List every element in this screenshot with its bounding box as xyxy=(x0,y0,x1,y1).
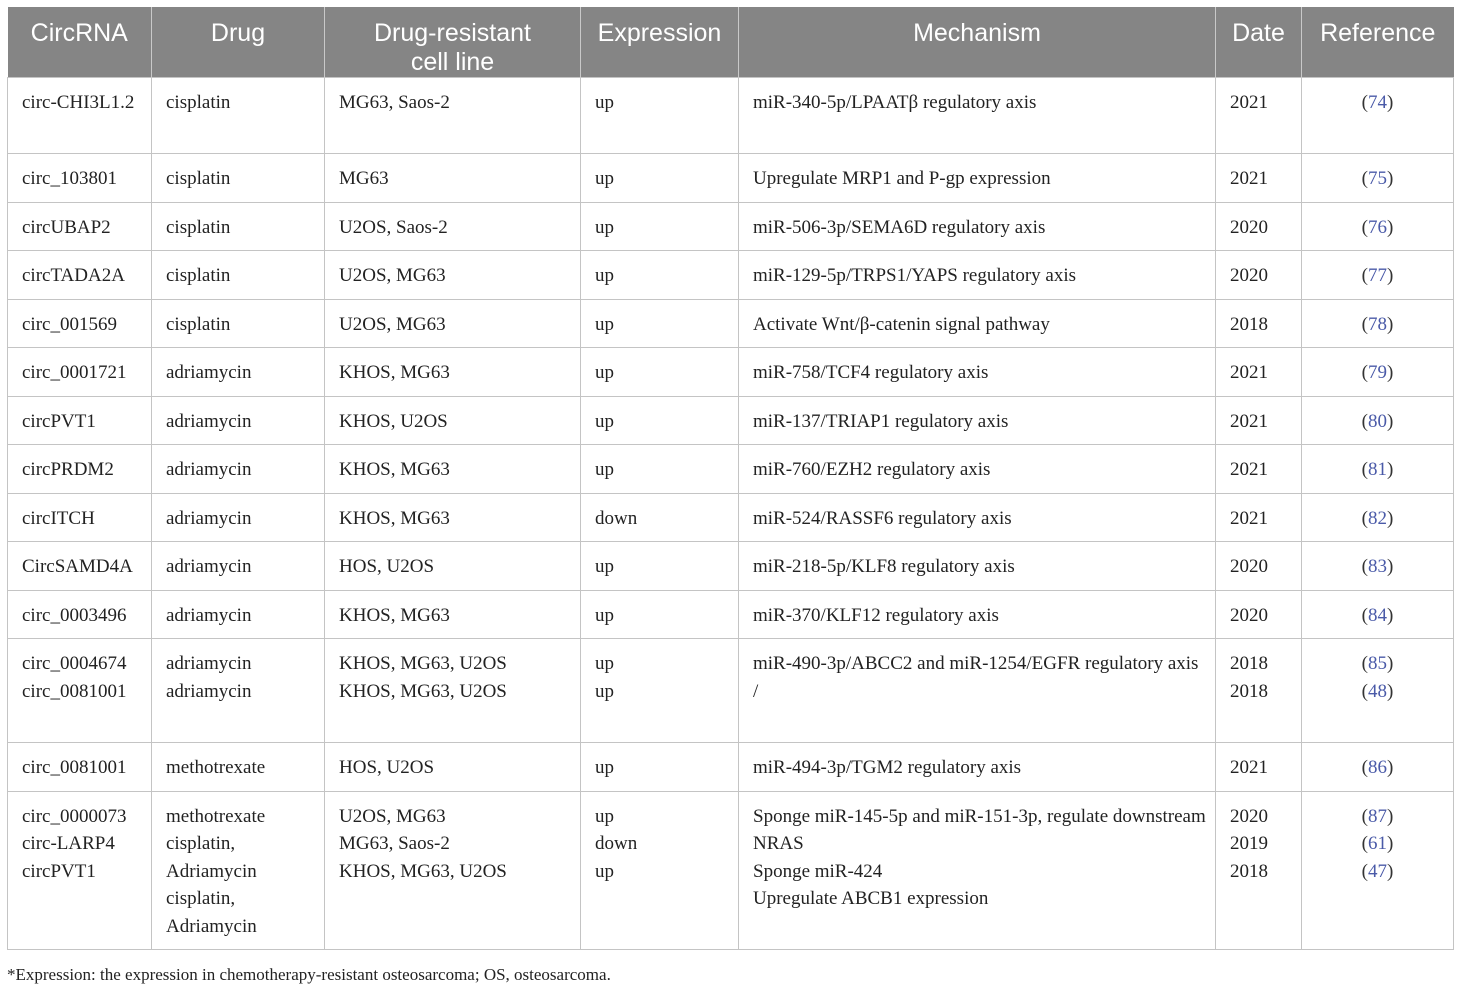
cell-expression xyxy=(581,396,739,445)
cell-mechanism xyxy=(739,639,1216,743)
cell-cell-line-text: KHOS, MG63, U2OS xyxy=(339,653,507,674)
cell-cell-line-text: U2OS, MG63 xyxy=(339,265,446,286)
table-row xyxy=(8,791,1454,950)
cell-circrna xyxy=(8,791,152,950)
cell-mechanism xyxy=(739,493,1216,542)
cell-expression-text: up xyxy=(595,92,614,113)
open-paren: ( xyxy=(1361,313,1368,335)
close-paren: ) xyxy=(1387,757,1394,778)
cell-cell-line-text: KHOS, MG63, U2OS xyxy=(339,680,507,702)
open-paren: ( xyxy=(1361,168,1368,189)
cell-mechanism-text: miR-137/TRIAP1 regulatory axis xyxy=(753,410,1009,432)
cell-reference xyxy=(1302,590,1454,639)
cell-date xyxy=(1216,299,1302,348)
cell-date-text: 2020 xyxy=(1230,805,1268,827)
cell-mechanism xyxy=(739,791,1216,950)
close-paren: ) xyxy=(1387,362,1394,383)
cell-cell-line-text: MG63, Saos-2 xyxy=(339,92,450,113)
reference-link[interactable]: 86 xyxy=(1368,757,1387,778)
cell-drug xyxy=(152,396,325,445)
cell-drug-text: adriamycin xyxy=(166,459,252,480)
open-paren: ( xyxy=(1361,92,1368,113)
cell-cell-line-text: U2OS, MG63 xyxy=(339,805,446,827)
table-row xyxy=(8,299,1454,348)
cell-drug-text: adriamycin xyxy=(166,507,252,529)
cell-mechanism-text: Upregulate ABCB1 expression xyxy=(753,888,989,909)
cell-expression xyxy=(581,639,739,743)
cell-expression xyxy=(581,542,739,591)
cell-drug xyxy=(152,590,325,639)
cell-circrna xyxy=(8,743,152,792)
cell-date xyxy=(1216,542,1302,591)
reference-link[interactable]: 85 xyxy=(1368,653,1387,674)
open-paren: ( xyxy=(1361,805,1368,827)
cell-circrna-text: circ_0003496 xyxy=(22,604,127,626)
open-paren: ( xyxy=(1361,680,1368,702)
cell-mechanism xyxy=(739,299,1216,348)
cell-reference xyxy=(1302,445,1454,494)
cell-reference xyxy=(1302,493,1454,542)
cell-circrna-text: circTADA2A xyxy=(22,265,125,286)
open-paren: ( xyxy=(1361,860,1368,882)
cell-expression xyxy=(581,202,739,251)
close-paren: ) xyxy=(1387,805,1394,827)
cell-circrna xyxy=(8,348,152,397)
cell-expression-text: up xyxy=(595,556,614,577)
open-paren: ( xyxy=(1361,410,1368,432)
open-paren: ( xyxy=(1361,833,1368,854)
header-row xyxy=(8,7,1454,78)
cell-circrna-text: circ_001569 xyxy=(22,313,117,335)
cell-expression-text: up xyxy=(595,860,614,882)
reference-citation[interactable] xyxy=(1310,553,1445,581)
cell-mechanism-text: / xyxy=(753,680,759,702)
cell-drug xyxy=(152,542,325,591)
reference-citation[interactable] xyxy=(1310,803,1445,831)
reference-citation[interactable] xyxy=(1310,650,1445,678)
cell-circrna-text: circPVT1 xyxy=(22,860,96,882)
open-paren: ( xyxy=(1361,459,1368,480)
cell-expression xyxy=(581,154,739,203)
cell-cell-line xyxy=(325,493,581,542)
cell-expression xyxy=(581,493,739,542)
close-paren: ) xyxy=(1387,556,1394,577)
open-paren: ( xyxy=(1361,556,1368,577)
cell-date-text: 2021 xyxy=(1230,362,1268,383)
cell-date xyxy=(1216,639,1302,743)
cell-circrna xyxy=(8,542,152,591)
cell-cell-line-text: MG63 xyxy=(339,168,389,189)
reference-link[interactable]: 77 xyxy=(1368,265,1387,286)
cell-date-text: 2021 xyxy=(1230,757,1268,778)
cell-expression xyxy=(581,743,739,792)
cell-mechanism xyxy=(739,590,1216,639)
table-row xyxy=(8,542,1454,591)
cell-date-text: 2021 xyxy=(1230,92,1268,113)
header-date: Date xyxy=(1216,7,1302,78)
table-row xyxy=(8,590,1454,639)
cell-expression-text: down xyxy=(595,507,638,529)
cell-reference xyxy=(1302,743,1454,792)
cell-date-text: 2021 xyxy=(1230,410,1268,432)
reference-citation[interactable] xyxy=(1310,89,1445,117)
cell-mechanism-text: Sponge miR-145-5p and miR-151-3p, regulate downstream NRAS xyxy=(753,805,1206,854)
cell-expression-text: up xyxy=(595,313,614,335)
cell-date-text: 2021 xyxy=(1230,168,1268,189)
reference-citation[interactable] xyxy=(1310,311,1445,339)
cell-expression xyxy=(581,78,739,154)
cell-cell-line-text: KHOS, MG63 xyxy=(339,362,450,383)
cell-mechanism-text: Activate Wnt/β-catenin signal pathway xyxy=(753,313,1050,335)
reference-citation[interactable] xyxy=(1310,830,1445,858)
cell-drug-text: adriamycin xyxy=(166,556,252,577)
cell-circrna xyxy=(8,154,152,203)
cell-date xyxy=(1216,202,1302,251)
cell-drug xyxy=(152,791,325,950)
cell-cell-line xyxy=(325,590,581,639)
cell-mechanism xyxy=(739,396,1216,445)
reference-link[interactable]: 81 xyxy=(1368,459,1387,480)
reference-link[interactable]: 61 xyxy=(1368,833,1387,854)
cell-drug xyxy=(152,299,325,348)
cell-mechanism xyxy=(739,348,1216,397)
table-row xyxy=(8,493,1454,542)
cell-drug-text: methotrexate xyxy=(166,757,266,778)
reference-citation[interactable] xyxy=(1310,602,1445,630)
close-paren: ) xyxy=(1387,459,1394,480)
table-body xyxy=(8,78,1454,950)
cell-circrna-text: circ_0081001 xyxy=(22,680,127,702)
reference-citation[interactable] xyxy=(1310,505,1445,533)
cell-mechanism-text: miR-758/TCF4 regulatory axis xyxy=(753,362,989,383)
cell-drug-text: adriamycin xyxy=(166,410,252,432)
cell-cell-line xyxy=(325,396,581,445)
cell-circrna xyxy=(8,251,152,300)
reference-link[interactable]: 84 xyxy=(1368,604,1387,626)
close-paren: ) xyxy=(1387,833,1394,854)
close-paren: ) xyxy=(1387,216,1394,238)
cell-expression-text: up xyxy=(595,653,614,674)
cell-expression xyxy=(581,299,739,348)
cell-cell-line-text: U2OS, Saos-2 xyxy=(339,216,448,238)
cell-cell-line xyxy=(325,743,581,792)
open-paren: ( xyxy=(1361,216,1368,238)
table-row xyxy=(8,396,1454,445)
reference-citation[interactable] xyxy=(1310,214,1445,242)
reference-citation[interactable] xyxy=(1310,456,1445,484)
cell-drug xyxy=(152,251,325,300)
table-row xyxy=(8,743,1454,792)
cell-drug xyxy=(152,445,325,494)
cell-circrna xyxy=(8,639,152,743)
header-reference: Reference xyxy=(1302,7,1454,78)
cell-cell-line-text: U2OS, MG63 xyxy=(339,313,446,335)
close-paren: ) xyxy=(1387,168,1394,189)
cell-mechanism-text: miR-129-5p/TRPS1/YAPS regulatory axis xyxy=(753,265,1077,286)
cell-date xyxy=(1216,590,1302,639)
table-row xyxy=(8,78,1454,154)
open-paren: ( xyxy=(1361,604,1368,626)
cell-mechanism xyxy=(739,743,1216,792)
cell-drug xyxy=(152,348,325,397)
cell-date-text: 2020 xyxy=(1230,556,1268,577)
cell-date-text: 2019 xyxy=(1230,833,1268,854)
cell-mechanism-text: miR-218-5p/KLF8 regulatory axis xyxy=(753,556,1015,577)
cell-mechanism-text: miR-490-3p/ABCC2 and miR-1254/EGFR regulatory axis xyxy=(753,653,1199,674)
cell-cell-line-text: KHOS, MG63, U2OS xyxy=(339,860,507,882)
table-header xyxy=(8,7,1454,78)
cell-drug xyxy=(152,743,325,792)
reference-link[interactable]: 79 xyxy=(1368,362,1387,383)
cell-expression xyxy=(581,590,739,639)
cell-drug-text: cisplatin, Adriamycin xyxy=(166,833,257,882)
reference-link[interactable]: 75 xyxy=(1368,168,1387,189)
cell-mechanism-text: Upregulate MRP1 and P-gp expression xyxy=(753,168,1051,189)
cell-circrna xyxy=(8,493,152,542)
cell-drug-text: adriamycin xyxy=(166,680,252,702)
close-paren: ) xyxy=(1387,265,1394,286)
reference-citation[interactable] xyxy=(1310,408,1445,436)
cell-drug-text: cisplatin xyxy=(166,168,231,189)
table-row xyxy=(8,348,1454,397)
cell-expression xyxy=(581,348,739,397)
cell-expression xyxy=(581,251,739,300)
cell-cell-line-text: KHOS, MG63 xyxy=(339,507,450,529)
cell-circrna-text: circPVT1 xyxy=(22,410,96,432)
close-paren: ) xyxy=(1387,860,1394,882)
header-cell-line: Drug-resistant cell line xyxy=(325,7,581,78)
cell-drug-text: methotrexate xyxy=(166,805,266,827)
cell-mechanism-text: Sponge miR-424 xyxy=(753,860,883,882)
cell-reference xyxy=(1302,251,1454,300)
open-paren: ( xyxy=(1361,757,1368,778)
cell-drug-text: cisplatin, Adriamycin xyxy=(166,888,257,937)
cell-drug xyxy=(152,154,325,203)
cell-reference xyxy=(1302,791,1454,950)
cell-reference xyxy=(1302,639,1454,743)
cell-reference xyxy=(1302,78,1454,154)
cell-cell-line xyxy=(325,445,581,494)
cell-mechanism xyxy=(739,251,1216,300)
cell-circrna xyxy=(8,202,152,251)
reference-citation[interactable] xyxy=(1310,262,1445,290)
cell-circrna-text: circ-CHI3L1.2 xyxy=(22,92,135,113)
cell-mechanism xyxy=(739,445,1216,494)
cell-mechanism-text: miR-506-3p/SEMA6D regulatory axis xyxy=(753,216,1046,238)
cell-expression xyxy=(581,791,739,950)
cell-circrna-text: circITCH xyxy=(22,507,95,529)
cell-circrna-text: circ_0081001 xyxy=(22,757,127,778)
cell-drug xyxy=(152,202,325,251)
cell-circrna-text: circ_0001721 xyxy=(22,362,127,383)
cell-date xyxy=(1216,78,1302,154)
table-row xyxy=(8,445,1454,494)
cell-drug-text: cisplatin xyxy=(166,92,231,113)
cell-cell-line xyxy=(325,154,581,203)
cell-mechanism-text: miR-760/EZH2 regulatory axis xyxy=(753,459,991,480)
cell-drug-text: cisplatin xyxy=(166,216,231,238)
reference-citation[interactable] xyxy=(1310,858,1445,886)
cell-date xyxy=(1216,396,1302,445)
cell-expression-text: up xyxy=(595,805,614,827)
header-drug: Drug xyxy=(152,7,325,78)
cell-date xyxy=(1216,154,1302,203)
cell-date-text: 2018 xyxy=(1230,860,1268,882)
cell-cell-line-text: KHOS, U2OS xyxy=(339,410,448,432)
cell-circrna xyxy=(8,445,152,494)
cell-cell-line-text: MG63, Saos-2 xyxy=(339,833,450,854)
cell-circrna xyxy=(8,78,152,154)
header-expression: Expression xyxy=(581,7,739,78)
open-paren: ( xyxy=(1361,507,1368,529)
cell-mechanism xyxy=(739,542,1216,591)
open-paren: ( xyxy=(1361,265,1368,286)
reference-link[interactable]: 87 xyxy=(1368,805,1387,827)
cell-mechanism-text: miR-494-3p/TGM2 regulatory axis xyxy=(753,757,1022,778)
cell-date-text: 2020 xyxy=(1230,265,1268,286)
cell-reference xyxy=(1302,299,1454,348)
cell-cell-line xyxy=(325,78,581,154)
cell-date xyxy=(1216,493,1302,542)
cell-mechanism-text: miR-340-5p/LPAATβ regulatory axis xyxy=(753,92,1037,113)
reference-citation[interactable] xyxy=(1310,754,1445,782)
cell-date xyxy=(1216,348,1302,397)
cell-date-text: 2018 xyxy=(1230,680,1268,702)
cell-reference xyxy=(1302,396,1454,445)
header-circrna: CircRNA xyxy=(8,7,152,78)
cell-date-text: 2021 xyxy=(1230,507,1268,529)
reference-link[interactable]: 82 xyxy=(1368,507,1387,529)
reference-citation[interactable] xyxy=(1310,359,1445,387)
cell-circrna-text: CircSAMD4A xyxy=(22,556,133,577)
cell-mechanism-text: miR-524/RASSF6 regulatory axis xyxy=(753,507,1012,529)
reference-link[interactable]: 78 xyxy=(1368,313,1387,335)
cell-reference xyxy=(1302,348,1454,397)
cell-date xyxy=(1216,445,1302,494)
header-mechanism: Mechanism xyxy=(739,7,1216,78)
cell-mechanism xyxy=(739,78,1216,154)
cell-cell-line xyxy=(325,202,581,251)
open-paren: ( xyxy=(1361,362,1368,383)
reference-link[interactable]: 76 xyxy=(1368,216,1387,238)
cell-expression-text: up xyxy=(595,362,614,383)
cell-cell-line-text: HOS, U2OS xyxy=(339,556,435,577)
cell-circrna xyxy=(8,396,152,445)
close-paren: ) xyxy=(1387,507,1394,529)
cell-mechanism xyxy=(739,154,1216,203)
cell-cell-line xyxy=(325,791,581,950)
reference-link[interactable]: 47 xyxy=(1368,860,1387,882)
circrna-table xyxy=(7,7,1454,950)
cell-expression xyxy=(581,445,739,494)
cell-drug-text: adriamycin xyxy=(166,653,252,674)
close-paren: ) xyxy=(1387,92,1394,113)
table-row xyxy=(8,202,1454,251)
close-paren: ) xyxy=(1387,680,1394,702)
cell-cell-line xyxy=(325,348,581,397)
cell-reference xyxy=(1302,202,1454,251)
cell-date xyxy=(1216,791,1302,950)
cell-mechanism-text: miR-370/KLF12 regulatory axis xyxy=(753,604,999,626)
cell-cell-line xyxy=(325,639,581,743)
cell-circrna xyxy=(8,299,152,348)
cell-circrna-text: circ_103801 xyxy=(22,168,117,189)
cell-drug-text: adriamycin xyxy=(166,362,252,383)
cell-drug xyxy=(152,639,325,743)
cell-expression-text: up xyxy=(595,459,614,480)
reference-link[interactable]: 48 xyxy=(1368,680,1387,702)
cell-drug xyxy=(152,78,325,154)
cell-cell-line-text: KHOS, MG63 xyxy=(339,604,450,626)
cell-circrna xyxy=(8,590,152,639)
table-row xyxy=(8,639,1454,743)
cell-reference xyxy=(1302,154,1454,203)
table-row xyxy=(8,154,1454,203)
cell-date-text: 2018 xyxy=(1230,653,1268,674)
cell-cell-line xyxy=(325,251,581,300)
table-footnote: *Expression: the expression in chemotherapy-resistant osteosarcoma; OS, osteosarcoma. xyxy=(7,965,611,984)
cell-expression-text: up xyxy=(595,216,614,238)
close-paren: ) xyxy=(1387,604,1394,626)
cell-mechanism xyxy=(739,202,1216,251)
cell-date-text: 2020 xyxy=(1230,216,1268,238)
cell-date-text: 2018 xyxy=(1230,313,1268,335)
cell-circrna-text: circ_0000073 xyxy=(22,805,127,827)
cell-drug-text: cisplatin xyxy=(166,265,231,286)
cell-expression-text: up xyxy=(595,168,614,189)
cell-expression-text: down xyxy=(595,833,638,854)
open-paren: ( xyxy=(1361,653,1368,674)
cell-date xyxy=(1216,251,1302,300)
cell-reference xyxy=(1302,542,1454,591)
cell-expression-text: up xyxy=(595,265,614,286)
cell-drug-text: cisplatin xyxy=(166,313,231,335)
reference-citation[interactable] xyxy=(1310,678,1445,706)
cell-expression-text: up xyxy=(595,680,614,702)
cell-date xyxy=(1216,743,1302,792)
reference-link[interactable]: 74 xyxy=(1368,92,1387,113)
cell-date-text: 2021 xyxy=(1230,459,1268,480)
cell-cell-line xyxy=(325,542,581,591)
close-paren: ) xyxy=(1387,653,1394,674)
cell-date-text: 2020 xyxy=(1230,604,1268,626)
cell-circrna-text: circ-LARP4 xyxy=(22,833,115,854)
cell-cell-line-text: KHOS, MG63 xyxy=(339,459,450,480)
cell-cell-line-text: HOS, U2OS xyxy=(339,757,435,778)
cell-expression-text: up xyxy=(595,757,614,778)
close-paren: ) xyxy=(1387,313,1394,335)
close-paren: ) xyxy=(1387,410,1394,432)
cell-circrna-text: circUBAP2 xyxy=(22,216,111,238)
cell-circrna-text: circPRDM2 xyxy=(22,459,114,480)
reference-link[interactable]: 83 xyxy=(1368,556,1387,577)
cell-cell-line xyxy=(325,299,581,348)
reference-citation[interactable] xyxy=(1310,165,1445,193)
cell-expression-text: up xyxy=(595,410,614,432)
cell-expression-text: up xyxy=(595,604,614,626)
cell-circrna-text: circ_0004674 xyxy=(22,653,127,674)
table-row xyxy=(8,251,1454,300)
cell-drug xyxy=(152,493,325,542)
reference-link[interactable]: 80 xyxy=(1368,410,1387,432)
cell-drug-text: adriamycin xyxy=(166,604,252,626)
